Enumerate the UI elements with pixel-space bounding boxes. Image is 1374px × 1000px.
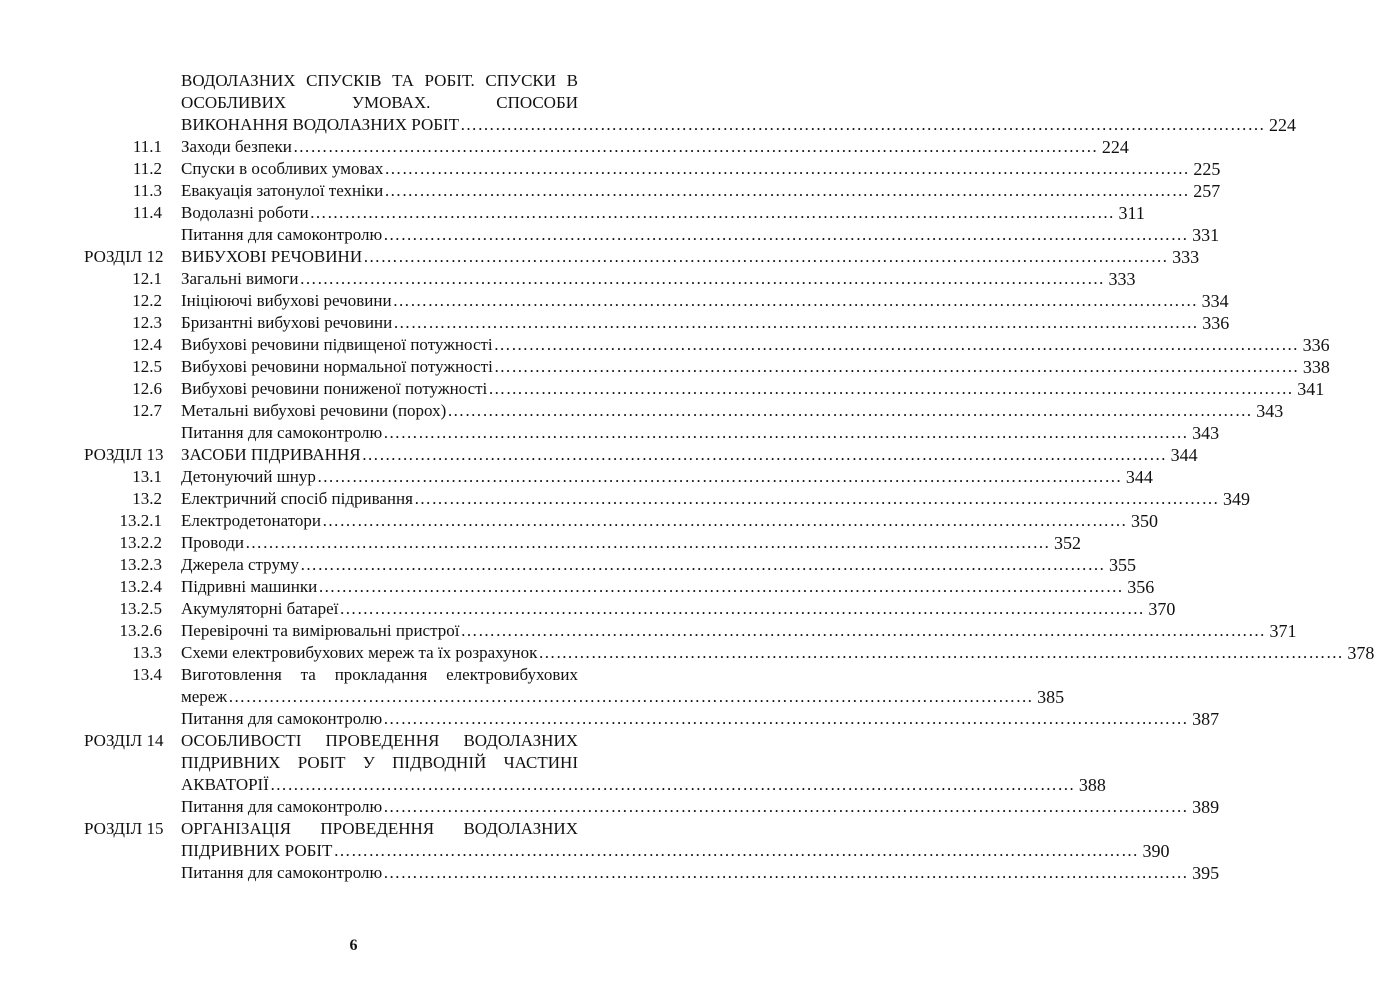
dot-leader: ………………………………………………………………………………………………………………………… [228, 687, 1034, 706]
entry-leader-line [181, 114, 1297, 136]
entry-text [181, 70, 1297, 136]
toc-entry [0, 488, 1250, 510]
entry-title: Електродетонатори [181, 511, 322, 530]
dot-leader: ………………………………………………………………………………………………………………………… [488, 379, 1294, 398]
entry-text [181, 224, 1220, 246]
entry-text [181, 796, 1220, 818]
section-number: 12.2 [132, 291, 162, 310]
entry-leader-line [181, 246, 1200, 268]
section-number: 12.5 [132, 357, 162, 376]
entry-title: Вибухові речовини пониженої потужності [181, 379, 488, 398]
entry-title: Метальні вибухові речовини (порох) [181, 401, 447, 420]
dot-leader: ………………………………………………………………………………………………………………………… [493, 357, 1299, 376]
section-number: 11.1 [132, 137, 162, 156]
page-ref: 311 [1118, 203, 1145, 223]
entry-leader-line [181, 532, 1081, 554]
entry-title: Евакуація затонулої техніки [181, 181, 384, 200]
dot-leader: ………………………………………………………………………………………………………………………… [269, 775, 1075, 794]
entry-text [181, 356, 1330, 378]
toc-entry [0, 180, 1221, 202]
page-ref: 356 [1127, 577, 1155, 597]
dot-leader: ………………………………………………………………………………………………………………………… [333, 841, 1139, 860]
entry-title-line: ОСОБЛИВОСТІ ПРОВЕДЕННЯ ВОДОЛАЗНИХ [181, 731, 578, 750]
dot-leader: ………………………………………………………………………………………………………………………… [493, 335, 1299, 354]
dot-leader: ………………………………………………………………………………………………………………………… [384, 181, 1190, 200]
dot-leader: ………………………………………………………………………………………………………………………… [393, 313, 1199, 332]
entry-title: Схеми електровибухових мереж та їх розрахунок [181, 643, 538, 662]
toc-entry [0, 290, 1229, 312]
entry-text [181, 136, 1129, 158]
entry-title-line: ОСОБЛИВИХ УМОВАХ. СПОСОБИ [181, 93, 578, 112]
entry-leader-line [181, 642, 1374, 664]
entry-leader-line [181, 510, 1159, 532]
toc-entry [0, 312, 1230, 334]
entry-text [181, 246, 1200, 268]
entry-title: ПІДРИВНИХ РОБІТ [181, 841, 333, 860]
toc-entry [0, 532, 1081, 554]
toc-entry [0, 862, 1220, 884]
entry-text [181, 532, 1081, 554]
entry-title-line: ОРГАНІЗАЦІЯ ПРОВЕДЕННЯ ВОДОЛАЗНИХ [181, 819, 578, 838]
page-ref: 343 [1192, 423, 1220, 443]
page-ref: 225 [1193, 159, 1221, 179]
chapter-label: РОЗДІЛ 12 [84, 247, 164, 266]
entry-leader-line [181, 554, 1136, 576]
section-number: 12.3 [132, 313, 162, 332]
section-number: 12.6 [132, 379, 162, 398]
toc-entry [0, 598, 1176, 620]
chapter-label: РОЗДІЛ 15 [84, 819, 164, 838]
toc-entry [0, 246, 1200, 268]
dot-leader: ………………………………………………………………………………………………………………………… [316, 467, 1122, 486]
entry-title: Заходи безпеки [181, 137, 292, 156]
dot-leader: ………………………………………………………………………………………………………………………… [392, 291, 1198, 310]
entry-title: Питання для самоконтролю [181, 709, 383, 728]
entry-leader-line [181, 598, 1176, 620]
toc-entry [0, 730, 1106, 796]
entry-leader-line [181, 378, 1325, 400]
page-ref: 389 [1192, 797, 1220, 817]
entry-title: Акумуляторні батареї [181, 599, 339, 618]
entry-leader-line [181, 708, 1220, 730]
entry-text [181, 664, 1065, 708]
entry-title: Ініціюючі вибухові речовини [181, 291, 392, 310]
page-ref: 350 [1131, 511, 1159, 531]
toc-entry [0, 576, 1155, 598]
entry-title: ЗАСОБИ ПІДРИВАННЯ [181, 445, 361, 464]
entry-leader-line [181, 180, 1221, 202]
dot-leader: ………………………………………………………………………………………………………………………… [309, 203, 1115, 222]
entry-title: Проводи [181, 533, 244, 552]
toc-entry [0, 796, 1220, 818]
dot-leader: ………………………………………………………………………………………………………………………… [383, 423, 1189, 442]
dot-leader: ………………………………………………………………………………………………………………………… [318, 577, 1124, 596]
entry-title: ВИБУХОВІ РЕЧОВИНИ [181, 247, 363, 266]
page-ref: 395 [1192, 863, 1220, 883]
page-ref: 344 [1170, 445, 1198, 465]
entry-title: Детонуючий шнур [181, 467, 316, 486]
entry-leader-line [181, 862, 1220, 884]
entry-leader-line [181, 576, 1155, 598]
page-ref: 388 [1078, 775, 1106, 795]
toc-entry [0, 400, 1284, 422]
page-ref: 390 [1142, 841, 1170, 861]
section-number: 13.2.2 [119, 533, 162, 552]
page-ref: 352 [1053, 533, 1081, 553]
entry-title: Підривні машинки [181, 577, 318, 596]
entry-title-line: Виготовлення та прокладання електровибухових [181, 665, 578, 684]
chapter-label: РОЗДІЛ 13 [84, 445, 164, 464]
entry-leader-line [181, 334, 1330, 356]
toc-entry [0, 334, 1330, 356]
dot-leader: ………………………………………………………………………………………………………………………… [299, 555, 1105, 574]
table-of-contents [0, 70, 1374, 884]
section-number: 13.4 [132, 665, 162, 684]
section-number: 13.2 [132, 489, 162, 508]
entry-leader-line [181, 422, 1220, 444]
page-ref: 343 [1256, 401, 1284, 421]
entry-text [181, 334, 1330, 356]
dot-leader: ………………………………………………………………………………………………………………………… [383, 863, 1189, 882]
page-ref: 257 [1193, 181, 1221, 201]
entry-text [181, 862, 1220, 884]
entry-text [181, 466, 1153, 488]
entry-title: Вибухові речовини нормальної потужності [181, 357, 493, 376]
page-ref: 331 [1192, 225, 1220, 245]
section-number: 13.3 [132, 643, 162, 662]
entry-text [181, 730, 1106, 796]
dot-leader: ………………………………………………………………………………………………………………………… [383, 225, 1189, 244]
toc-entry [0, 708, 1220, 730]
entry-title: Спуски в особливих умовах [181, 159, 384, 178]
section-number: 12.4 [132, 335, 162, 354]
entry-text [181, 290, 1229, 312]
toc-entry [0, 510, 1159, 532]
entry-text [181, 422, 1220, 444]
entry-leader-line [181, 356, 1330, 378]
entry-text [181, 400, 1284, 422]
page-ref: 349 [1222, 489, 1250, 509]
page-ref: 387 [1192, 709, 1220, 729]
entry-text [181, 510, 1159, 532]
page-number: 6 [349, 937, 358, 954]
section-number: 13.2.3 [119, 555, 162, 574]
entry-title: Питання для самоконтролю [181, 863, 383, 882]
dot-leader: ………………………………………………………………………………………………………………………… [339, 599, 1145, 618]
dot-leader: ………………………………………………………………………………………………………………………… [322, 511, 1128, 530]
entry-leader-line [181, 136, 1129, 158]
page-ref: 336 [1302, 335, 1330, 355]
page-ref: 355 [1108, 555, 1136, 575]
entry-title-line: ВОДОЛАЗНИХ СПУСКІВ ТА РОБІТ. СПУСКИ В [181, 71, 578, 90]
entry-title: ВИКОНАННЯ ВОДОЛАЗНИХ РОБІТ [181, 115, 460, 134]
entry-leader-line [181, 620, 1297, 642]
page-ref: 333 [1172, 247, 1200, 267]
entry-title-line: ПІДРИВНИХ РОБІТ У ПІДВОДНІЙ ЧАСТИНІ [181, 753, 578, 772]
page-ref: 370 [1148, 599, 1176, 619]
entry-title: Водолазні роботи [181, 203, 309, 222]
page-ref: 333 [1108, 269, 1136, 289]
entry-text [181, 576, 1155, 598]
entry-text [181, 642, 1374, 664]
page-ref: 224 [1269, 115, 1297, 135]
toc-entry [0, 136, 1129, 158]
toc-entry [0, 620, 1297, 642]
toc-entry [0, 70, 1297, 136]
dot-leader: ………………………………………………………………………………………………………………………… [460, 621, 1266, 640]
entry-leader-line [181, 224, 1220, 246]
entry-leader-line [181, 488, 1250, 510]
page-ref: 344 [1125, 467, 1153, 487]
section-number: 12.1 [132, 269, 162, 288]
entry-text [181, 312, 1230, 334]
dot-leader: ………………………………………………………………………………………………………………………… [384, 159, 1190, 178]
dot-leader: ………………………………………………………………………………………………………………………… [413, 489, 1219, 508]
toc-entry [0, 268, 1136, 290]
entry-leader-line [181, 796, 1220, 818]
toc-entry [0, 466, 1153, 488]
entry-text [181, 598, 1176, 620]
toc-entry [0, 444, 1198, 466]
dot-leader: ………………………………………………………………………………………………………………………… [361, 445, 1167, 464]
toc-entry [0, 642, 1374, 664]
dot-leader: ………………………………………………………………………………………………………………………… [292, 137, 1098, 156]
toc-entry [0, 554, 1136, 576]
entry-title: Питання для самоконтролю [181, 797, 383, 816]
section-number: 13.2.1 [119, 511, 162, 530]
dot-leader: ………………………………………………………………………………………………………………………… [383, 797, 1189, 816]
entry-text [181, 378, 1325, 400]
section-number: 13.2.5 [119, 599, 162, 618]
entry-title: Питання для самоконтролю [181, 225, 383, 244]
entry-leader-line [181, 268, 1136, 290]
toc-entry [0, 422, 1220, 444]
dot-leader: ………………………………………………………………………………………………………………………… [447, 401, 1253, 420]
page-ref: 385 [1037, 687, 1065, 707]
entry-text [181, 202, 1145, 224]
toc-entry [0, 378, 1325, 400]
dot-leader: ………………………………………………………………………………………………………………………… [460, 115, 1266, 134]
page-ref: 334 [1201, 291, 1229, 311]
section-number: 11.4 [132, 203, 162, 222]
section-number: 11.3 [132, 181, 162, 200]
dot-leader: ………………………………………………………………………………………………………………………… [538, 643, 1344, 662]
page-ref: 224 [1101, 137, 1129, 157]
entry-text [181, 554, 1136, 576]
entry-text [181, 158, 1221, 180]
toc-entry [0, 158, 1221, 180]
entry-leader-line [181, 774, 1106, 796]
dot-leader: ………………………………………………………………………………………………………………………… [299, 269, 1105, 288]
entry-title: Джерела струму [181, 555, 299, 574]
section-number: 11.2 [132, 159, 162, 178]
section-number: 13.1 [132, 467, 162, 486]
entry-text [181, 268, 1136, 290]
section-number: 13.2.4 [119, 577, 162, 596]
entry-title: Вибухові речовини підвищеної потужності [181, 335, 493, 354]
entry-leader-line [181, 202, 1145, 224]
entry-title: Бризантні вибухові речовини [181, 313, 393, 332]
entry-leader-line [181, 686, 1065, 708]
entry-leader-line [181, 158, 1221, 180]
entry-leader-line [181, 400, 1284, 422]
entry-text [181, 444, 1198, 466]
entry-leader-line [181, 312, 1230, 334]
entry-leader-line [181, 444, 1198, 466]
page-ref: 336 [1202, 313, 1230, 333]
entry-text [181, 488, 1250, 510]
page-ref: 371 [1269, 621, 1297, 641]
entry-text [181, 620, 1297, 642]
entry-title: Електричний спосіб підривання [181, 489, 413, 508]
entry-leader-line [181, 466, 1153, 488]
entry-title: Загальні вимоги [181, 269, 299, 288]
toc-entry [0, 224, 1220, 246]
toc-entry [0, 664, 1065, 708]
dot-leader: ………………………………………………………………………………………………………………………… [383, 709, 1189, 728]
entry-leader-line [181, 290, 1229, 312]
entry-text [181, 180, 1221, 202]
dot-leader: ………………………………………………………………………………………………………………………… [244, 533, 1050, 552]
entry-title: мереж [181, 687, 228, 706]
toc-entry [0, 818, 1170, 862]
entry-text [181, 818, 1170, 862]
toc-entry [0, 202, 1145, 224]
page-ref: 338 [1302, 357, 1330, 377]
entry-leader-line [181, 840, 1170, 862]
entry-text [181, 708, 1220, 730]
dot-leader: ………………………………………………………………………………………………………………………… [363, 247, 1169, 266]
section-number: 12.7 [132, 401, 162, 420]
section-number: 13.2.6 [119, 621, 162, 640]
page-ref: 341 [1297, 379, 1325, 399]
entry-title: Питання для самоконтролю [181, 423, 383, 442]
page-ref: 378 [1347, 643, 1374, 663]
toc-entry [0, 356, 1330, 378]
chapter-label: РОЗДІЛ 14 [84, 731, 164, 750]
entry-title: Перевірочні та вимірювальні пристрої [181, 621, 460, 640]
entry-title: АКВАТОРІЇ [181, 775, 269, 794]
